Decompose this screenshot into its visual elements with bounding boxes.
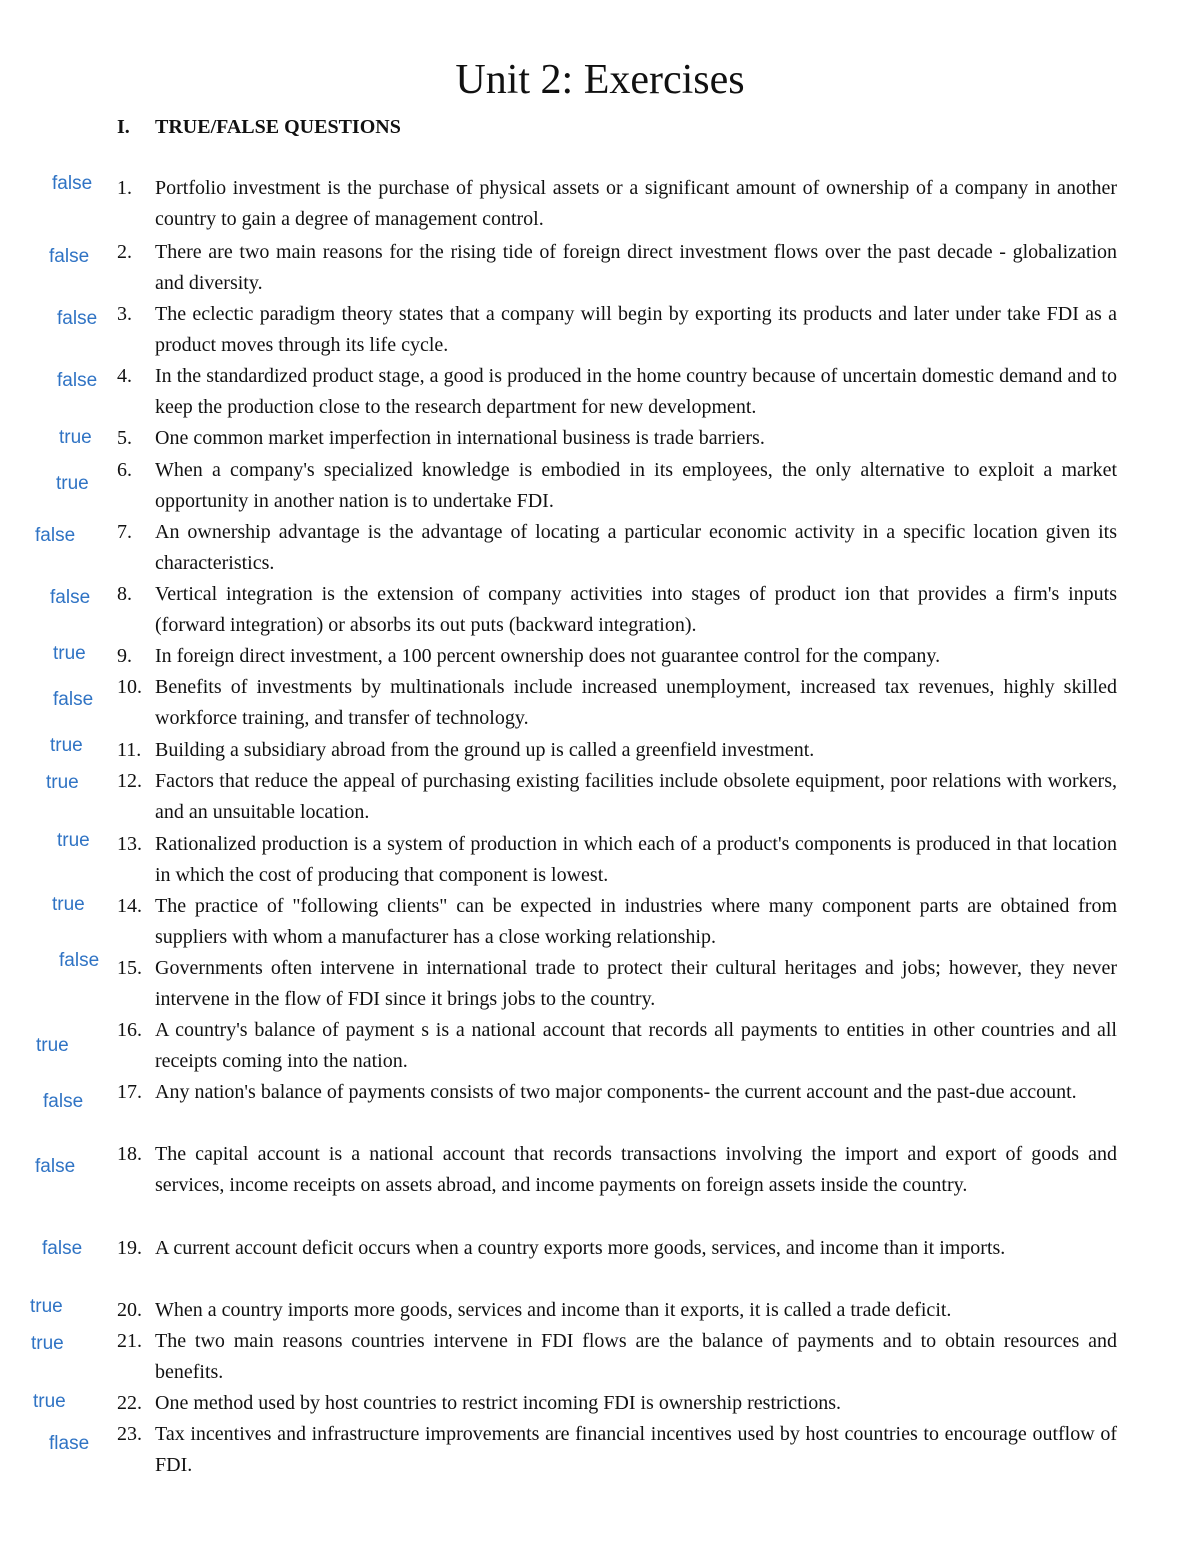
question-text: When a company's specialized knowledge is embodied in its employees, the only alternative to exploit a market opportunity in another nation is to undertake FDI. [155,459,1117,512]
question-text: One method used by host countries to restrict incoming FDI is ownership restrictions. [155,1392,842,1414]
question-text: Factors that reduce the appeal of purchasing existing facilities include obsolete equipment, poor relations with workers, and an unsuitable location. [155,770,1117,823]
question-text: In the standardized product stage, a good is produced in the home country because of uncertain domestic demand and to keep the production close to the research department for new development. [155,365,1117,418]
question-number: 10. [117,676,142,698]
question-5 [117,423,1117,454]
question-number: 18. [117,1143,142,1165]
question-20 [117,1295,1117,1326]
question-13 [117,829,1117,891]
section-title: TRUE/FALSE QUESTIONS [155,116,401,138]
question-14 [117,891,1117,953]
question-number: 16. [117,1019,142,1041]
section-heading [117,116,401,139]
question-number: 15. [117,957,142,979]
answer-annotation: true [59,427,92,448]
question-text: The capital account is a national account that records transactions involving the import and export of goods and services, income receipts on assets abroad, and income payments on foreign assets inside the country. [155,1143,1117,1196]
question-number: 19. [117,1237,142,1259]
question-text: A country's balance of payment s is a national account that records all payments to entities in other countries and all receipts coming into the nation. [155,1019,1117,1072]
question-number: 17. [117,1081,142,1103]
answer-annotation: false [50,587,91,608]
question-text: When a country imports more goods, services and income than it exports, it is called a trade deficit. [155,1299,952,1321]
question-text: Building a subsidiary abroad from the ground up is called a greenfield investment. [155,739,815,761]
question-number: 8. [117,583,132,605]
answer-annotation: false [57,370,98,391]
question-15 [117,953,1117,1015]
question-number: 12. [117,770,142,792]
question-text: Vertical integration is the extension of company activities into stages of product ion that provides a firm's inputs (forward integration) or absorbs its out puts (backward integration). [155,583,1117,636]
question-number: 4. [117,365,132,387]
question-text: Tax incentives and infrastructure improvements are financial incentives used by host countries to encourage outflow of FDI. [155,1423,1117,1476]
question-text: Rationalized production is a system of production in which each of a product's components is produced in that location in which the cost of producing that component is lowest. [155,833,1117,886]
answer-annotation: false [42,1238,83,1259]
question-text: A current account deficit occurs when a country exports more goods, services, and income than it imports. [155,1237,1006,1259]
question-number: 14. [117,895,142,917]
question-number: 5. [117,427,132,449]
answer-annotation: true [31,1333,64,1354]
question-number: 20. [117,1299,142,1321]
answer-annotation: false [35,525,76,546]
answer-annotation: true [56,473,89,494]
answer-annotation: true [57,830,90,851]
question-text: In foreign direct investment, a 100 percent ownership does not guarantee control for the company. [155,645,941,667]
question-17 [117,1077,1117,1108]
answer-annotation: false [59,950,100,971]
question-text: Any nation's balance of payments consists of two major components- the current account and the past-due account. [155,1081,1077,1103]
question-number: 2. [117,241,132,263]
answer-annotation: false [57,308,98,329]
question-18 [117,1139,1117,1201]
answer-annotation: flase [49,1433,90,1454]
answer-annotation: true [33,1391,66,1412]
question-3 [117,299,1117,361]
question-19 [117,1233,1117,1264]
question-7 [117,517,1117,579]
question-23 [117,1419,1117,1481]
answer-annotation: false [49,246,90,267]
question-number: 6. [117,459,132,481]
question-12 [117,766,1117,828]
question-11 [117,735,1117,766]
question-10 [117,672,1117,734]
answer-annotation: true [50,735,83,756]
question-number: 23. [117,1423,142,1445]
question-number: 1. [117,177,132,199]
question-16 [117,1015,1117,1077]
answer-annotation: false [52,173,93,194]
question-number: 3. [117,303,132,325]
answer-annotation: false [43,1091,84,1112]
answer-annotation: true [46,772,79,793]
question-6 [117,455,1117,517]
question-text: The practice of "following clients" can be expected in industries where many component parts are obtained from suppliers with whom a manufacturer has a close working relationship. [155,895,1117,948]
answer-annotation: true [36,1035,69,1056]
question-4 [117,361,1117,423]
question-text: One common market imperfection in international business is trade barriers. [155,427,765,449]
page-title: Unit 2: Exercises [455,57,745,103]
question-number: 7. [117,521,132,543]
question-9 [117,641,1117,672]
question-2 [117,237,1117,299]
answer-annotation: true [30,1296,63,1317]
answer-annotation: false [53,689,94,710]
question-text: The eclectic paradigm theory states that a company will begin by exporting its products and later under take FDI as a product moves through its life cycle. [155,303,1117,356]
question-22 [117,1388,1117,1419]
section-number: I. [117,116,130,138]
question-21 [117,1326,1117,1388]
question-number: 9. [117,645,132,667]
question-text: There are two main reasons for the rising tide of foreign direct investment flows over the past decade - globalization and diversity. [155,241,1117,294]
answer-annotation: false [35,1156,76,1177]
question-number: 21. [117,1330,142,1352]
question-text: Benefits of investments by multinationals include increased unemployment, increased tax revenues, highly skilled workforce training, and transfer of technology. [155,676,1117,729]
question-text: The two main reasons countries intervene in FDI flows are the balance of payments and to obtain resources and benefits. [155,1330,1117,1383]
question-text: An ownership advantage is the advantage of locating a particular economic activity in a specific location given its characteristics. [155,521,1117,574]
question-1 [117,173,1117,235]
question-8 [117,579,1117,641]
question-text: Portfolio investment is the purchase of physical assets or a significant amount of ownership of a company in another country to gain a degree of management control. [155,177,1117,230]
answer-annotation: true [53,643,86,664]
answer-annotation: true [52,894,85,915]
question-number: 13. [117,833,142,855]
question-number: 11. [117,739,142,761]
question-number: 22. [117,1392,142,1414]
question-text: Governments often intervene in international trade to protect their cultural heritages and jobs; however, they never intervene in the flow of FDI since it brings jobs to the country. [155,957,1117,1010]
